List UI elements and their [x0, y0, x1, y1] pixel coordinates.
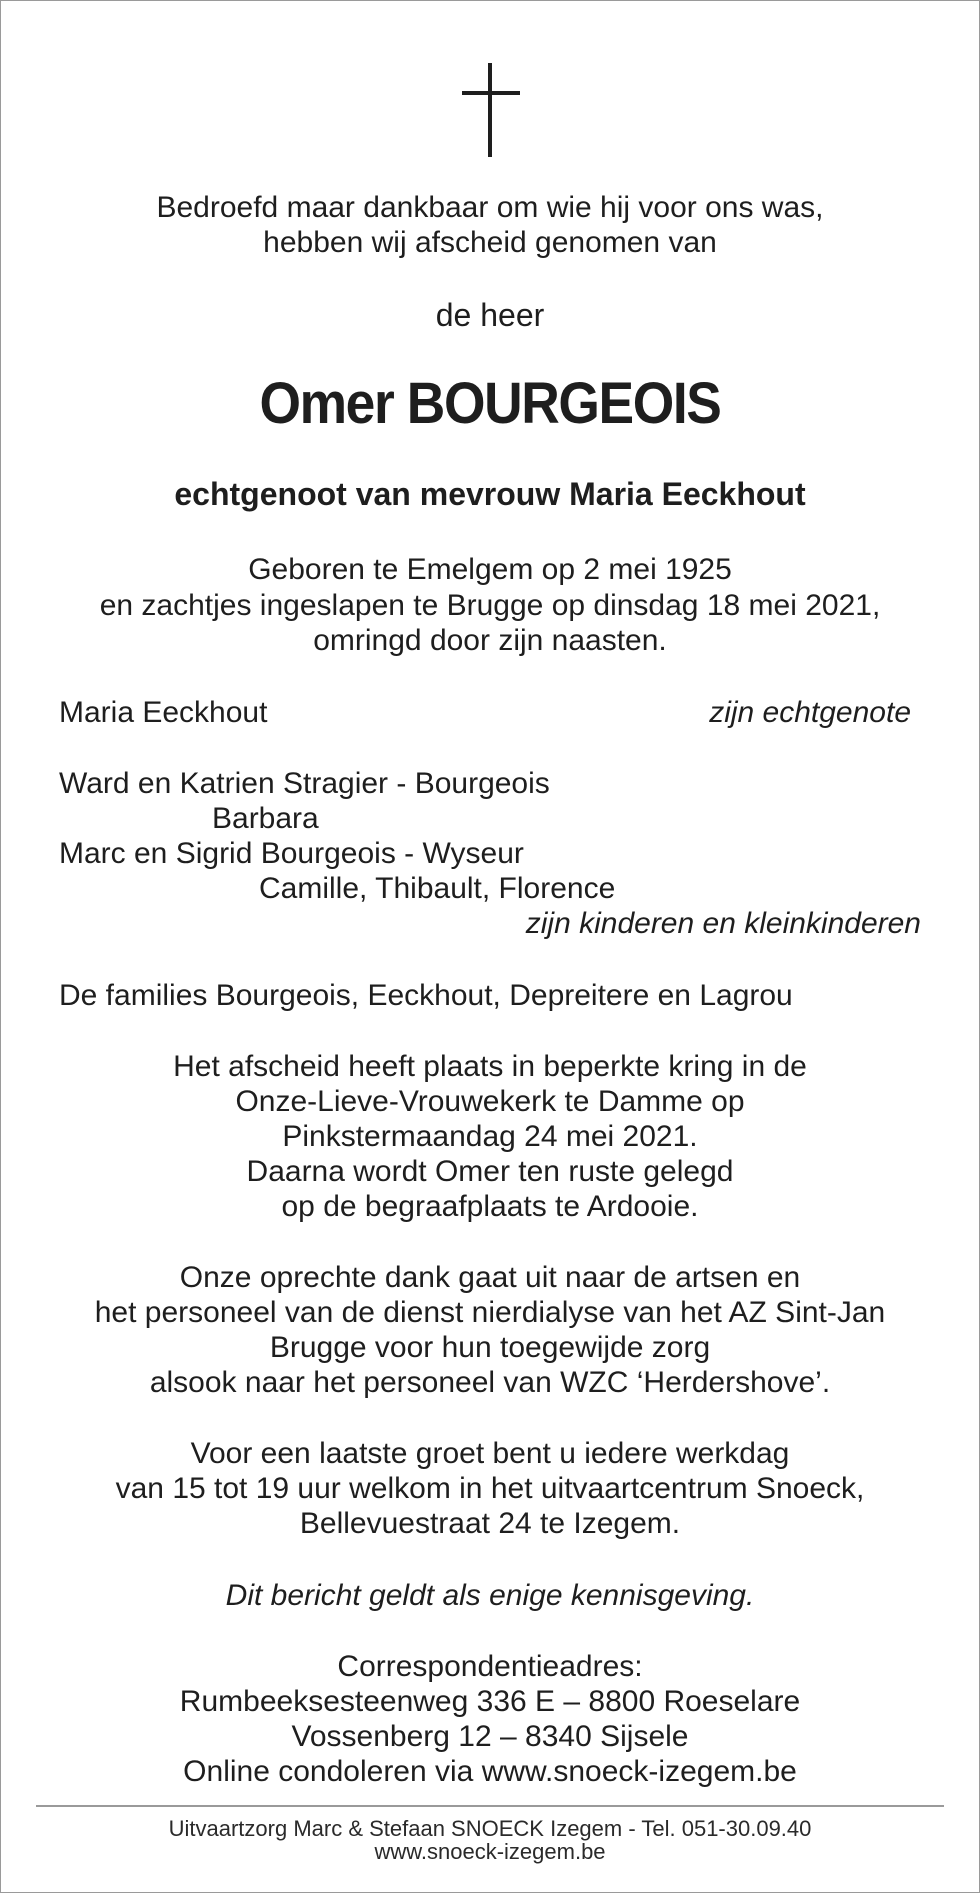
thanks-line-1: Onze oprechte dank gaat uit naar de artsen en — [179, 1261, 801, 1294]
thanks-line-2: het personeel van de dienst nierdialyse van het AZ Sint-Jan — [94, 1296, 886, 1329]
child-line-1: Ward en Katrien Stragier - Bourgeois — [59, 767, 550, 800]
child-line-2: Marc en Sigrid Bourgeois - Wyseur — [59, 837, 524, 870]
death-line: en zachtjes ingeslapen te Brugge op dinsdag 18 mei 2021, — [99, 589, 881, 622]
families-line: De families Bourgeois, Eeckhout, Depreitere en Lagrou — [59, 979, 793, 1012]
footer-divider — [36, 1805, 944, 1807]
children-role: zijn kinderen en kleinkinderen — [525, 907, 921, 940]
ceremony-line-1: Het afscheid heeft plaats in beperkte kring in de — [173, 1050, 807, 1083]
spouse-role: zijn echtgenote — [709, 696, 911, 729]
ceremony-line-4: Daarna wordt Omer ten ruste gelegd — [246, 1155, 734, 1188]
condolence-link[interactable]: Online condoleren via www.snoeck-izegem.be — [183, 1755, 797, 1788]
ceremony-line-5: op de begraafplaats te Ardooie. — [281, 1190, 699, 1223]
footer-line-1: Uitvaartzorg Marc & Stefaan SNOECK Izegem - Tel. 051-30.09.40 — [168, 1816, 812, 1841]
intro-line-1: Bedroefd maar dankbaar om wie hij voor ons was, — [156, 191, 824, 224]
notice-line: Dit bericht geldt als enige kennisgeving. — [225, 1579, 755, 1612]
ceremony-line-2: Onze-Lieve-Vrouwekerk te Damme op — [235, 1085, 745, 1118]
correspondence-title: Correspondentieadres: — [337, 1650, 643, 1683]
spouse-line: echtgenoot van mevrouw Maria Eeckhout — [174, 476, 806, 512]
salutation: de heer — [435, 297, 545, 333]
visit-line-1: Voor een laatste groet bent u iedere werkdag — [190, 1437, 790, 1470]
footer-website[interactable]: www.snoeck-izegem.be — [374, 1839, 606, 1864]
grandchild-line-2: Camille, Thibault, Florence — [259, 872, 616, 905]
ceremony-line-3: Pinkstermaandag 24 mei 2021. — [282, 1120, 698, 1153]
grandchild-line-1: Barbara — [212, 802, 319, 835]
thanks-line-4: alsook naar het personeel van WZC ‘Herdershove’. — [149, 1366, 831, 1399]
visit-line-2: van 15 tot 19 uur welkom in het uitvaartcentrum Snoeck, — [115, 1472, 865, 1505]
birth-line: Geboren te Emelgem op 2 mei 1925 — [248, 553, 732, 586]
address-line-1: Rumbeeksesteenweg 336 E – 8800 Roeselare — [179, 1685, 801, 1718]
surrounded-line: omringd door zijn naasten. — [313, 624, 667, 657]
address-line-2: Vossenberg 12 – 8340 Sijsele — [291, 1720, 689, 1753]
visit-line-3: Bellevuestraat 24 te Izegem. — [299, 1507, 681, 1540]
spouse-name: Maria Eeckhout — [59, 696, 268, 729]
deceased-name: Omer BOURGEOIS — [259, 371, 721, 436]
intro-line-2: hebben wij afscheid genomen van — [263, 226, 717, 259]
thanks-line-3: Brugge voor hun toegewijde zorg — [269, 1331, 711, 1364]
